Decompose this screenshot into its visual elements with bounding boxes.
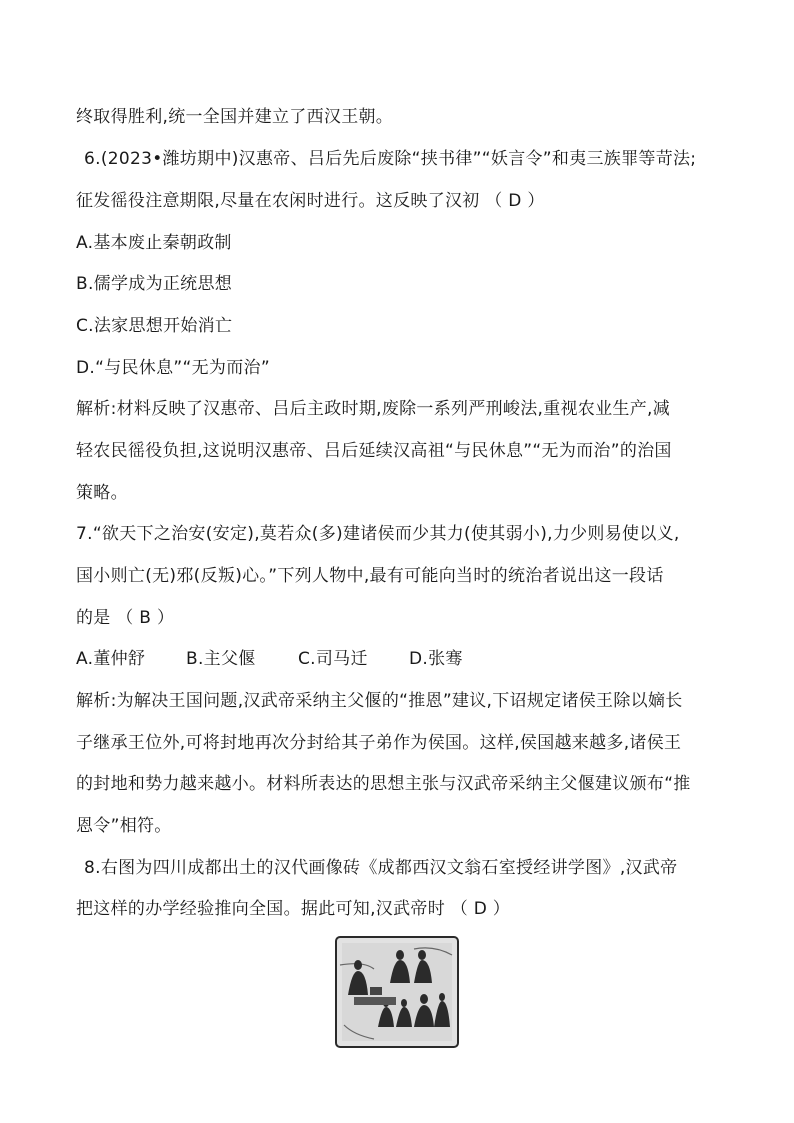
question-8-stem-line-1: 8.右图为四川成都出土的汉代画像砖《成都西汉文翁石室授经讲学图》,汉武帝	[84, 858, 678, 878]
figure-low-table	[354, 997, 396, 1005]
question-7-explanation-line-1: 解析:为解决王国问题,汉武帝采纳主父偃的“推恩”建议,下诏规定诸侯王除以嫡长	[76, 691, 683, 711]
han-brick-lecture-figure	[334, 935, 460, 1049]
text-line-continuation: 终取得胜利,统一全国并建立了西汉王朝。	[76, 107, 394, 127]
question-6-option-c: C.法家思想开始消亡	[76, 316, 233, 336]
question-7-option-b: B.主父偃	[186, 649, 256, 669]
question-6-explanation-line-2: 轻农民徭役负担,这说明汉惠帝、吕后延续汉高祖“与民休息”“无为而治”的治国	[76, 441, 672, 461]
question-7-option-d: D.张骞	[409, 649, 463, 669]
question-7-option-a: A.董仲舒	[76, 649, 146, 669]
question-7-option-c: C.司马迁	[298, 649, 368, 669]
question-7-explanation-line-3: 的封地和势力越来越小。材料所表达的思想主张与汉武帝采纳主父偃建议颁布“推	[76, 774, 691, 794]
question-6-explanation-line-3: 策略。	[76, 483, 128, 503]
question-6-option-d: D.“与民休息”“无为而治”	[76, 358, 270, 378]
question-6-stem-line-1: 6.(2023•潍坊期中)汉惠帝、吕后先后废除“挟书律”“妖言令”和夷三族罪等苛法;	[84, 149, 697, 169]
question-7-stem-line-1: 7.“欲天下之治安(安定),莫若众(多)建诸侯而少其力(使其弱小),力少则易使以义,	[76, 524, 680, 544]
question-7-stem-line-3: 的是 （ B ）	[76, 608, 175, 628]
question-7-options	[76, 647, 463, 671]
figure-book	[370, 987, 382, 995]
question-6-stem-line-2: 征发徭役注意期限,尽量在农闲时进行。这反映了汉初 （ D ）	[76, 191, 545, 211]
question-7-stem-line-2: 国小则亡(无)邪(反叛)心。”下列人物中,最有可能向当时的统治者说出这一段话	[76, 566, 664, 586]
question-7-explanation-line-2: 子继承王位外,可将封地再次分封给其子弟作为侯国。这样,侯国越来越多,诸侯王	[76, 733, 682, 753]
question-6-option-b: B.儒学成为正统思想	[76, 274, 233, 294]
question-7-explanation-line-4: 恩令”相符。	[76, 816, 172, 836]
question-6-option-a: A.基本废止秦朝政制	[76, 233, 232, 253]
question-6-explanation-line-1: 解析:材料反映了汉惠帝、吕后主政时期,废除一系列严刑峻法,重视农业生产,减	[76, 399, 671, 419]
question-8-stem-line-2: 把这样的办学经验推向全国。据此可知,汉武帝时 （ D ）	[76, 899, 511, 919]
